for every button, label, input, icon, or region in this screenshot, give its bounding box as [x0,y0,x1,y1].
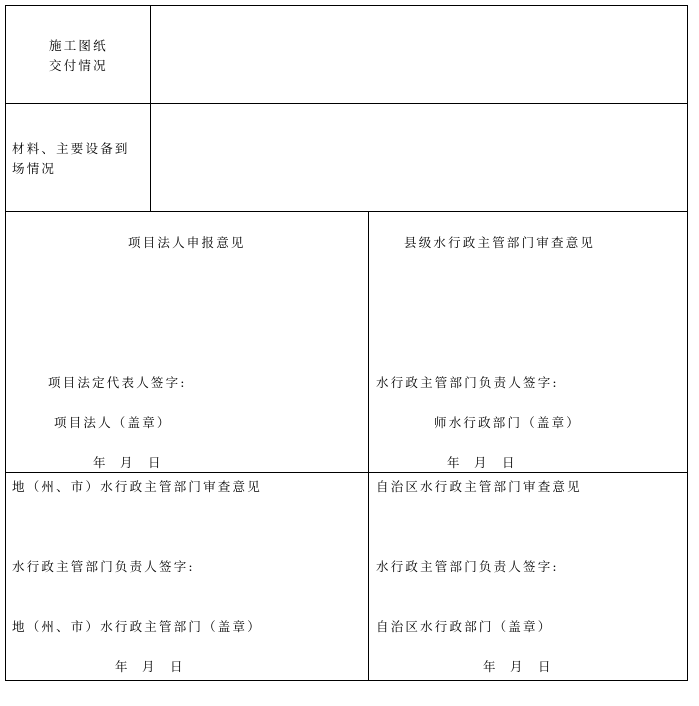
drawings-label-line2: 交付情况 [49,58,108,73]
date-month: 月 [120,455,133,470]
county-title: 县级水行政主管部门审查意见 [404,235,596,250]
drawings-label-line1: 施工图纸 [49,38,108,53]
region-date [483,657,551,677]
date-month: 月 [510,659,523,674]
region-seal: 自治区水行政部门（盖章） [376,619,553,634]
prefecture-date [115,657,183,677]
materials-value-cell[interactable] [151,104,687,211]
date-year: 年 [483,659,496,674]
table-border-bottom [5,680,688,681]
date-day: 日 [170,659,183,674]
table-border-left [5,5,6,681]
date-year: 年 [115,659,128,674]
opinion-column-divider [368,211,369,681]
date-day: 日 [538,659,551,674]
prefecture-title: 地（州、市）水行政主管部门审查意见 [12,479,262,494]
region-title: 自治区水行政主管部门审查意见 [376,479,582,494]
drawings-value-cell[interactable] [151,6,687,103]
date-year: 年 [93,455,106,470]
materials-label-line1: 材料、主要设备到 [12,141,130,156]
date-year: 年 [447,455,460,470]
date-day: 日 [148,455,161,470]
legal-person-date [93,453,161,473]
date-month: 月 [142,659,155,674]
county-date [447,453,515,473]
county-seal: 师水行政部门（盖章） [434,415,582,430]
date-month: 月 [474,455,487,470]
legal-person-seal: 项目法人（盖章） [54,415,172,430]
county-signature: 水行政主管部门负责人签字: [376,375,559,390]
date-day: 日 [502,455,515,470]
legal-person-signature: 项目法定代表人签字: [48,375,187,390]
region-signature: 水行政主管部门负责人签字: [376,559,559,574]
materials-label-line2: 场情况 [12,161,57,176]
prefecture-seal: 地（州、市）水行政主管部门（盖章） [12,619,262,634]
prefecture-signature: 水行政主管部门负责人签字: [12,559,195,574]
row-divider-2 [5,211,688,212]
legal-person-title: 项目法人申报意见 [128,235,246,250]
table-border-right [687,5,688,681]
